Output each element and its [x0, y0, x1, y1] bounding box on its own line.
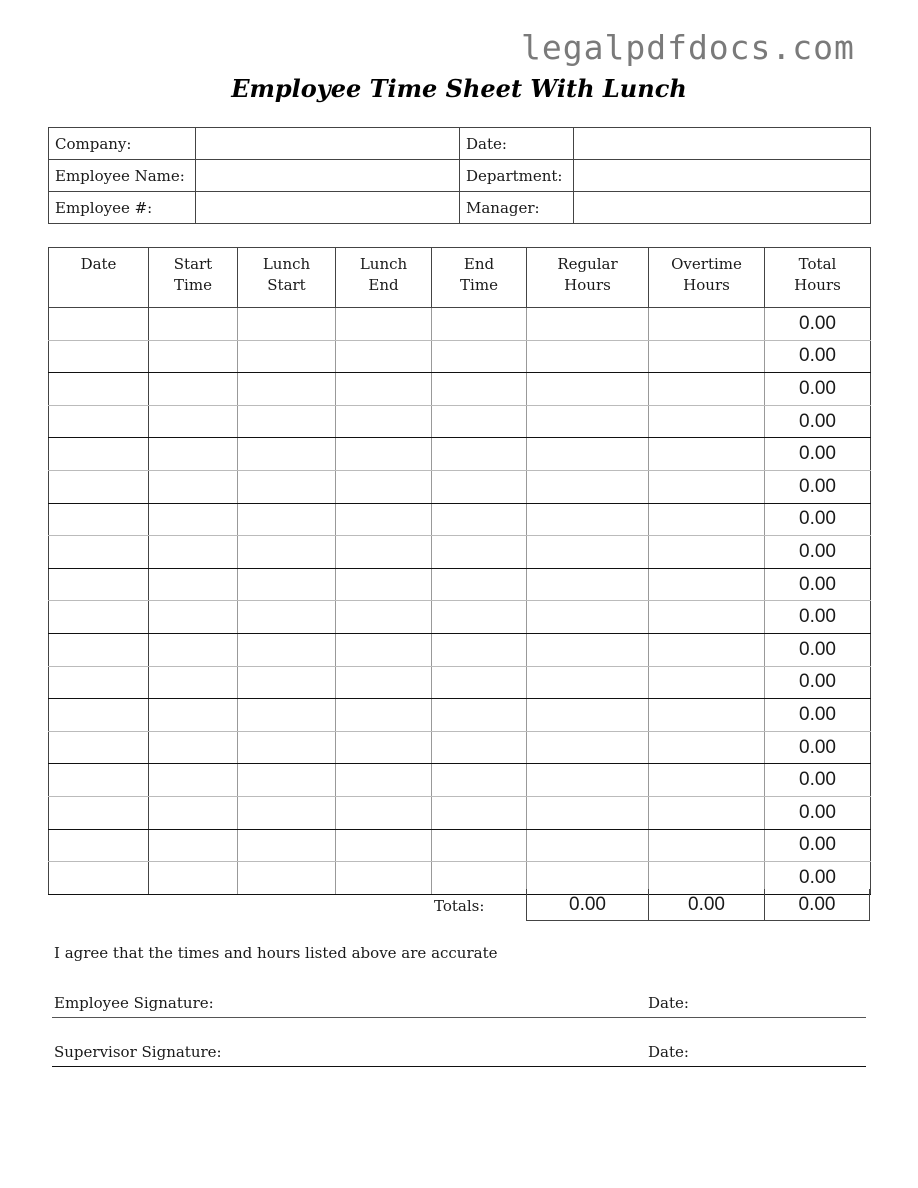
col-header-lunch-start: Lunch Start	[238, 248, 336, 308]
overtime-hours-cell[interactable]	[649, 470, 765, 503]
watermark-logo: legalpdfdocs.com	[521, 28, 855, 67]
lunch-start-cell[interactable]	[238, 308, 336, 341]
table-row	[49, 633, 871, 666]
end-time-cell[interactable]	[432, 568, 527, 601]
end-time-cell[interactable]	[432, 699, 527, 732]
lunch-start-cell[interactable]	[238, 666, 336, 699]
date-cell[interactable]	[49, 568, 149, 601]
end-time-cell[interactable]	[432, 536, 527, 569]
table-row	[49, 666, 871, 699]
start-time-cell[interactable]	[149, 601, 238, 634]
overtime-hours-cell[interactable]	[649, 633, 765, 666]
overtime-hours-cell[interactable]	[649, 340, 765, 373]
lunch-start-cell[interactable]	[238, 699, 336, 732]
regular-hours-cell[interactable]	[527, 829, 649, 862]
start-time-cell[interactable]	[149, 633, 238, 666]
total-hours-cell: 0.00	[765, 470, 871, 503]
regular-hours-cell[interactable]	[527, 373, 649, 406]
table-row	[49, 470, 871, 503]
lunch-end-cell[interactable]	[336, 829, 432, 862]
lunch-start-cell[interactable]	[238, 764, 336, 797]
lunch-end-cell[interactable]	[336, 601, 432, 634]
time-entry-table	[48, 247, 871, 895]
start-time-cell[interactable]	[149, 796, 238, 829]
company-field[interactable]	[196, 128, 460, 160]
total-hours-cell: 0.00	[765, 568, 871, 601]
date-label: Date:	[460, 128, 574, 160]
lunch-start-cell[interactable]	[238, 503, 336, 536]
date-cell[interactable]	[49, 699, 149, 732]
date-cell[interactable]	[49, 536, 149, 569]
lunch-start-cell[interactable]	[238, 405, 336, 438]
regular-hours-total: 0.00	[526, 889, 649, 921]
employee-date-label: Date:	[648, 994, 689, 1012]
lunch-end-cell[interactable]	[336, 308, 432, 341]
start-time-cell[interactable]	[149, 405, 238, 438]
employee-signature-label: Employee Signature:	[54, 994, 214, 1012]
col-header-start-time: Start Time	[149, 248, 238, 308]
page-title: Employee Time Sheet With Lunch	[231, 74, 687, 103]
lunch-end-cell[interactable]	[336, 699, 432, 732]
end-time-cell[interactable]	[432, 340, 527, 373]
end-time-cell[interactable]	[432, 666, 527, 699]
overtime-hours-cell[interactable]	[649, 405, 765, 438]
employee-name-label: Employee Name:	[49, 160, 196, 192]
col-header-regular-hours: Regular Hours	[527, 248, 649, 308]
lunch-end-cell[interactable]	[336, 340, 432, 373]
date-cell[interactable]	[49, 731, 149, 764]
table-row	[49, 601, 871, 634]
overtime-hours-cell[interactable]	[649, 829, 765, 862]
col-header-overtime-hours: Overtime Hours	[649, 248, 765, 308]
end-time-cell[interactable]	[432, 796, 527, 829]
table-row	[49, 731, 871, 764]
employee-number-field[interactable]	[196, 192, 460, 224]
end-time-cell[interactable]	[432, 373, 527, 406]
table-row	[49, 308, 871, 341]
table-row	[49, 536, 871, 569]
start-time-cell[interactable]	[149, 699, 238, 732]
regular-hours-cell[interactable]	[527, 568, 649, 601]
info-row	[49, 160, 871, 192]
overtime-hours-cell[interactable]	[649, 308, 765, 341]
overtime-hours-cell[interactable]	[649, 373, 765, 406]
department-field[interactable]	[574, 160, 871, 192]
table-row	[49, 829, 871, 862]
manager-label: Manager:	[460, 192, 574, 224]
lunch-start-cell[interactable]	[238, 829, 336, 862]
regular-hours-cell[interactable]	[527, 405, 649, 438]
col-header-total-hours: Total Hours	[765, 248, 871, 308]
end-time-cell[interactable]	[432, 438, 527, 471]
date-cell[interactable]	[49, 601, 149, 634]
supervisor-signature-line[interactable]	[52, 1066, 866, 1067]
regular-hours-cell[interactable]	[527, 764, 649, 797]
table-row	[49, 373, 871, 406]
regular-hours-cell[interactable]	[527, 796, 649, 829]
end-time-cell[interactable]	[432, 470, 527, 503]
regular-hours-cell[interactable]	[527, 601, 649, 634]
regular-hours-cell[interactable]	[527, 699, 649, 732]
start-time-cell[interactable]	[149, 764, 238, 797]
end-time-cell[interactable]	[432, 601, 527, 634]
lunch-start-cell[interactable]	[238, 340, 336, 373]
regular-hours-cell[interactable]	[527, 633, 649, 666]
info-row	[49, 128, 871, 160]
header-row	[49, 248, 871, 308]
lunch-end-cell[interactable]	[336, 438, 432, 471]
regular-hours-cell[interactable]	[527, 503, 649, 536]
total-hours-cell: 0.00	[765, 601, 871, 634]
date-cell[interactable]	[49, 633, 149, 666]
total-hours-cell: 0.00	[765, 796, 871, 829]
date-cell[interactable]	[49, 470, 149, 503]
agreement-statement: I agree that the times and hours listed above are accurate	[54, 944, 498, 962]
date-cell[interactable]	[49, 438, 149, 471]
total-hours-cell: 0.00	[765, 666, 871, 699]
manager-field[interactable]	[574, 192, 871, 224]
date-field[interactable]	[574, 128, 871, 160]
total-hours-cell: 0.00	[765, 633, 871, 666]
total-hours-cell: 0.00	[765, 438, 871, 471]
employee-name-field[interactable]	[196, 160, 460, 192]
lunch-start-cell[interactable]	[238, 438, 336, 471]
lunch-start-cell[interactable]	[238, 731, 336, 764]
supervisor-signature-label: Supervisor Signature:	[54, 1043, 222, 1061]
overtime-hours-cell[interactable]	[649, 601, 765, 634]
col-header-date: Date	[49, 248, 149, 308]
start-time-cell[interactable]	[149, 536, 238, 569]
start-time-cell[interactable]	[149, 340, 238, 373]
overtime-hours-total: 0.00	[648, 889, 765, 921]
overtime-hours-cell[interactable]	[649, 666, 765, 699]
employee-number-label: Employee #:	[49, 192, 196, 224]
lunch-start-cell[interactable]	[238, 536, 336, 569]
table-row	[49, 568, 871, 601]
table-row	[49, 340, 871, 373]
total-hours-cell: 0.00	[765, 405, 871, 438]
overtime-hours-cell[interactable]	[649, 731, 765, 764]
end-time-cell[interactable]	[432, 503, 527, 536]
col-header-end-time: End Time	[432, 248, 527, 308]
date-cell[interactable]	[49, 764, 149, 797]
lunch-end-cell[interactable]	[336, 796, 432, 829]
regular-hours-cell[interactable]	[527, 340, 649, 373]
total-hours-cell: 0.00	[765, 862, 871, 895]
overtime-hours-cell[interactable]	[649, 764, 765, 797]
end-time-cell[interactable]	[432, 764, 527, 797]
date-cell[interactable]	[49, 503, 149, 536]
total-hours-cell: 0.00	[765, 340, 871, 373]
lunch-end-cell[interactable]	[336, 731, 432, 764]
lunch-start-cell[interactable]	[238, 633, 336, 666]
regular-hours-cell[interactable]	[527, 308, 649, 341]
total-hours-cell: 0.00	[765, 731, 871, 764]
lunch-end-cell[interactable]	[336, 536, 432, 569]
overtime-hours-cell[interactable]	[649, 536, 765, 569]
date-cell[interactable]	[49, 308, 149, 341]
date-cell[interactable]	[49, 373, 149, 406]
start-time-cell[interactable]	[149, 308, 238, 341]
start-time-cell[interactable]	[149, 503, 238, 536]
supervisor-date-label: Date:	[648, 1043, 689, 1061]
regular-hours-cell[interactable]	[527, 438, 649, 471]
date-cell[interactable]	[49, 796, 149, 829]
overtime-hours-cell[interactable]	[649, 796, 765, 829]
total-hours-cell: 0.00	[765, 699, 871, 732]
time-entry-body	[49, 308, 871, 895]
start-time-cell[interactable]	[149, 731, 238, 764]
total-hours-cell: 0.00	[765, 373, 871, 406]
date-cell[interactable]	[49, 405, 149, 438]
lunch-end-cell[interactable]	[336, 503, 432, 536]
end-time-cell[interactable]	[432, 633, 527, 666]
end-time-cell[interactable]	[432, 405, 527, 438]
start-time-cell[interactable]	[149, 470, 238, 503]
employee-signature-row[interactable]	[52, 994, 866, 1018]
lunch-start-cell[interactable]	[238, 796, 336, 829]
date-cell[interactable]	[49, 666, 149, 699]
table-row	[49, 796, 871, 829]
total-hours-cell: 0.00	[765, 308, 871, 341]
lunch-end-cell[interactable]	[336, 405, 432, 438]
lunch-start-cell[interactable]	[238, 601, 336, 634]
overtime-hours-cell[interactable]	[649, 503, 765, 536]
table-row	[49, 503, 871, 536]
total-hours-cell: 0.00	[765, 536, 871, 569]
lunch-start-cell[interactable]	[238, 568, 336, 601]
lunch-end-cell[interactable]	[336, 666, 432, 699]
table-row	[49, 699, 871, 732]
totals-row	[48, 889, 870, 922]
regular-hours-cell[interactable]	[527, 666, 649, 699]
regular-hours-cell[interactable]	[527, 731, 649, 764]
table-row	[49, 405, 871, 438]
lunch-end-cell[interactable]	[336, 764, 432, 797]
start-time-cell[interactable]	[149, 438, 238, 471]
department-label: Department:	[460, 160, 574, 192]
start-time-cell[interactable]	[149, 568, 238, 601]
overtime-hours-cell[interactable]	[649, 699, 765, 732]
table-row	[49, 764, 871, 797]
employee-signature-line[interactable]	[52, 1017, 866, 1018]
total-hours-cell: 0.00	[765, 503, 871, 536]
lunch-end-cell[interactable]	[336, 373, 432, 406]
total-hours-cell: 0.00	[765, 764, 871, 797]
employee-info-table	[48, 127, 871, 224]
table-row	[49, 438, 871, 471]
start-time-cell[interactable]	[149, 829, 238, 862]
start-time-cell[interactable]	[149, 666, 238, 699]
lunch-start-cell[interactable]	[238, 373, 336, 406]
end-time-cell[interactable]	[432, 731, 527, 764]
lunch-end-cell[interactable]	[336, 568, 432, 601]
overtime-hours-cell[interactable]	[649, 568, 765, 601]
info-row	[49, 192, 871, 224]
lunch-end-cell[interactable]	[336, 633, 432, 666]
totals-label: Totals:	[434, 897, 485, 915]
date-cell[interactable]	[49, 340, 149, 373]
regular-hours-cell[interactable]	[527, 470, 649, 503]
company-label: Company:	[49, 128, 196, 160]
end-time-cell[interactable]	[432, 829, 527, 862]
lunch-start-cell[interactable]	[238, 470, 336, 503]
grand-total-hours: 0.00	[764, 889, 870, 921]
regular-hours-cell[interactable]	[527, 536, 649, 569]
total-hours-cell: 0.00	[765, 829, 871, 862]
end-time-cell[interactable]	[432, 308, 527, 341]
date-cell[interactable]	[49, 829, 149, 862]
lunch-end-cell[interactable]	[336, 470, 432, 503]
overtime-hours-cell[interactable]	[649, 438, 765, 471]
col-header-lunch-end: Lunch End	[336, 248, 432, 308]
start-time-cell[interactable]	[149, 373, 238, 406]
supervisor-signature-row[interactable]	[52, 1043, 866, 1067]
